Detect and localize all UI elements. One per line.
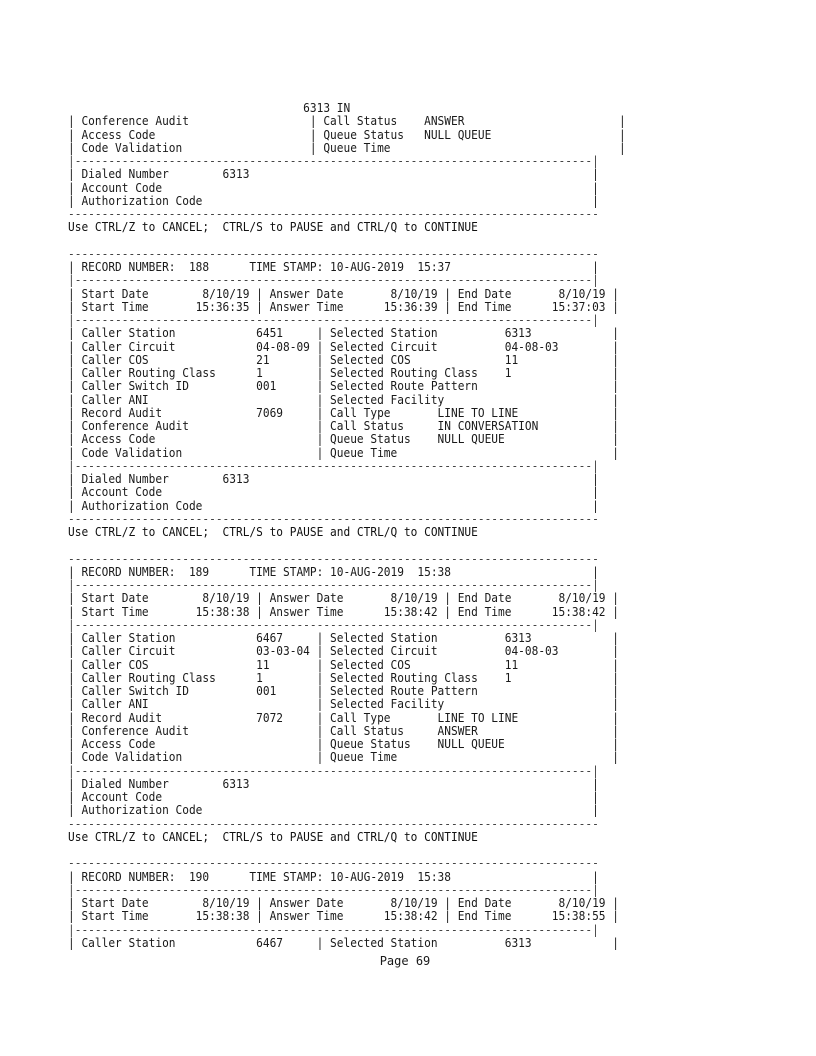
control-message: Use CTRL/Z to CANCEL; CTRL/S to PAUSE and CTRL/Q to CONTINUE <box>68 525 478 539</box>
record-field-line: | Record Audit 7069 | Call Type LINE TO LINE | <box>68 405 619 420</box>
separator-line: |-----------------------------------------------------------------------------| <box>68 617 599 632</box>
record-field-line: | Caller Routing Class 1 | Selected Routing Class 1 | <box>68 366 619 380</box>
record-field-line: | Caller Circuit 04-08-09 | Selected Circuit 04-08-03 | <box>68 339 619 354</box>
separator-line: ------------------------------------------------------------------------------- <box>68 856 599 871</box>
blank-line <box>68 234 719 248</box>
record-field-line: | Record Audit 7072 | Call Type LINE TO LINE | <box>68 710 619 725</box>
blank-line <box>68 843 719 857</box>
record-field-line: | Code Validation | Queue Time | <box>68 750 619 765</box>
separator-line: |-----------------------------------------------------------------------------| <box>68 882 599 897</box>
page-number: Page 69 <box>379 954 431 968</box>
record-field-line: | Start Date 8/10/19 | Answer Date 8/10/19 | End Date 8/10/19 | <box>68 896 619 910</box>
record-field-line: | Dialed Number 6313 | <box>68 167 599 182</box>
record-field-line: | Access Code | Queue Status NULL QUEUE | <box>68 737 619 751</box>
separator-line: |-----------------------------------------------------------------------------| <box>68 578 599 592</box>
record-field-line: | Caller Circuit 03-03-04 | Selected Circuit 04-08-03 | <box>68 644 619 659</box>
record-field-line: | Caller ANI | Selected Facility | <box>68 392 619 407</box>
record-field-line: | Start Date 8/10/19 | Answer Date 8/10/19 | End Date 8/10/19 | <box>68 286 619 301</box>
record-field-line: | Caller Switch ID 001 | Selected Route Pattern | <box>68 684 619 698</box>
separator-line: |-----------------------------------------------------------------------------| <box>68 273 599 288</box>
record-header-line: | RECORD NUMBER: 189 TIME STAMP: 10-AUG-2019 15:38 | <box>68 564 599 579</box>
blank-line <box>68 538 719 552</box>
separator-line: |-----------------------------------------------------------------------------| <box>68 154 599 168</box>
record-field-line: | Account Code | <box>68 485 599 500</box>
record-field-line: | Dialed Number 6313 | <box>68 776 599 791</box>
record-field-line: | Caller COS 21 | Selected COS 11 | <box>68 352 619 367</box>
record-field-line: | Conference Audit | Call Status ANSWER | <box>68 723 619 738</box>
record-field-line: | Account Code | <box>68 790 599 804</box>
record-field-line: | Account Code | <box>68 180 599 195</box>
record-field-line: | Code Validation | Queue Time | <box>68 445 619 460</box>
separator-line: ------------------------------------------------------------------------------- <box>68 511 599 526</box>
record-field-line: | Caller ANI | Selected Facility | <box>68 697 619 712</box>
record-field-line: | Caller Station 6467 | Selected Station 6313 | <box>68 631 619 645</box>
control-message: Use CTRL/Z to CANCEL; CTRL/S to PAUSE and CTRL/Q to CONTINUE <box>68 829 478 844</box>
record-field-line: | Start Time 15:38:38 | Answer Time 15:38:42 | End Time 15:38:55 | <box>68 909 619 924</box>
separator-line: |-----------------------------------------------------------------------------| <box>68 458 599 473</box>
record-field-line: | Access Code | Queue Status NULL QUEUE | <box>68 127 626 142</box>
record-field-line: | Code Validation | Queue Time | <box>68 140 626 155</box>
record-field-line: | Dialed Number 6313 | <box>68 472 599 486</box>
separator-line: ------------------------------------------------------------------------------- <box>68 816 599 831</box>
control-message: Use CTRL/Z to CANCEL; CTRL/S to PAUSE and CTRL/Q to CONTINUE <box>68 220 478 235</box>
separator-line: |-----------------------------------------------------------------------------| <box>68 313 599 327</box>
record-field-line: | Start Time 15:36:35 | Answer Time 15:36:39 | End Time 15:37:03 | <box>68 299 619 314</box>
record-field-line: | Authorization Code | <box>68 193 599 208</box>
record-header-line: | RECORD NUMBER: 190 TIME STAMP: 10-AUG-2019 15:38 | <box>68 869 599 884</box>
separator-line: ------------------------------------------------------------------------------- <box>68 246 599 261</box>
record-field-line: | Authorization Code | <box>68 803 599 818</box>
record-field-line: 6313 IN <box>68 101 351 115</box>
separator-line: |-----------------------------------------------------------------------------| <box>68 922 599 937</box>
record-field-line: | Start Date 8/10/19 | Answer Date 8/10/19 | End Date 8/10/19 | <box>68 591 619 606</box>
separator-line: |-----------------------------------------------------------------------------| <box>68 763 599 778</box>
record-field-line: | Caller Routing Class 1 | Selected Routing Class 1 | <box>68 670 619 685</box>
record-field-line: | Conference Audit | Call Status IN CONVERSATION | <box>68 419 619 433</box>
record-field-line: | Authorization Code | <box>68 498 599 513</box>
record-field-line: | Caller COS 11 | Selected COS 11 | <box>68 657 619 672</box>
separator-line: ------------------------------------------------------------------------------- <box>68 551 599 566</box>
record-field-line: | Access Code | Queue Status NULL QUEUE | <box>68 432 619 447</box>
record-field-line: | Caller Switch ID 001 | Selected Route Pattern | <box>68 379 619 394</box>
record-header-line: | RECORD NUMBER: 188 TIME STAMP: 10-AUG-2019 15:37 | <box>68 260 599 274</box>
record-field-line: | Caller Station 6467 | Selected Station 6313 | <box>68 935 619 950</box>
record-field-line: | Conference Audit | Call Status ANSWER | <box>68 114 626 129</box>
record-field-line: | Caller Station 6451 | Selected Station 6313 | <box>68 326 619 341</box>
separator-line: ------------------------------------------------------------------------------- <box>68 207 599 221</box>
record-field-line: | Start Time 15:38:38 | Answer Time 15:38:42 | End Time 15:38:42 | <box>68 604 619 619</box>
